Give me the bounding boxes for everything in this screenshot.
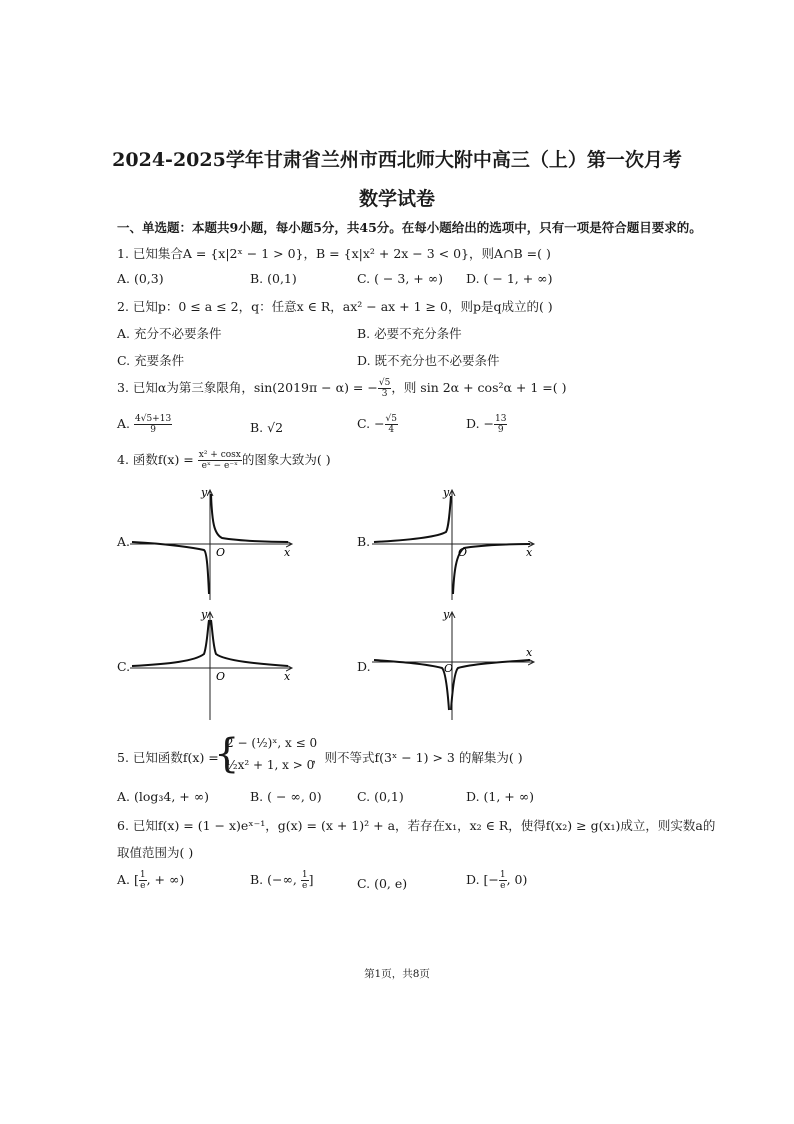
- q4-option-b-label: B.: [357, 534, 371, 549]
- q3-option-d: [466, 414, 507, 435]
- q3-frac-den: 3: [381, 389, 388, 399]
- q5-option-b: B. ( − ∞, 0): [250, 789, 322, 804]
- q3-c-frac: [385, 414, 398, 435]
- q2-option-d: D. 既不充分也不必要条件: [357, 353, 500, 368]
- q5-option-d: D. (1, + ∞): [466, 789, 535, 804]
- question-6-stem-cont: 取值范围为( ): [117, 845, 194, 860]
- q3-option-a: [117, 414, 172, 435]
- q5-option-c: C. (0,1): [357, 789, 404, 804]
- q3-a-den: 9: [150, 425, 156, 435]
- q6-a-post: , + ∞): [146, 872, 185, 887]
- q4-stem-pre: 4. 函数f(x) =: [117, 452, 198, 467]
- q6-d-den: e: [500, 881, 506, 891]
- q5-piece-2: ½x² + 1, x > 0: [226, 758, 315, 772]
- q5-brace: {: [214, 731, 240, 777]
- q6-option-c: C. (0, e): [357, 876, 408, 891]
- y-label: y: [201, 608, 208, 621]
- q3-stem-fraction: [378, 378, 391, 399]
- q2-option-b: B. 必要不充分条件: [357, 326, 462, 341]
- q3-c-pre: C. −: [357, 416, 385, 431]
- q6-d-post: , 0): [506, 872, 528, 887]
- x-label: x: [526, 646, 533, 659]
- q3-frac-num: √5: [378, 378, 391, 388]
- q6-d-frac: [499, 870, 507, 891]
- q1-option-d: D. ( − 1, + ∞): [466, 271, 553, 286]
- q6-b-num: 1: [301, 870, 308, 880]
- q1-option-b: B. (0,1): [250, 271, 297, 286]
- page-subtitle: 数学试卷: [358, 188, 435, 210]
- page-title: 2024-2025学年甘肃省兰州市西北师大附中高三（上）第一次月考: [112, 149, 682, 171]
- q6-a-num: 1: [139, 870, 146, 880]
- curve-left: [132, 620, 209, 666]
- q2-option-a: A. 充分不必要条件: [117, 326, 222, 341]
- curve-right: [451, 660, 530, 710]
- q4-frac-num: x² + cosx: [198, 450, 241, 460]
- q4-graph-d: [372, 606, 542, 722]
- x-label: x: [284, 670, 291, 683]
- q5-stem-pre: 5. 已知函数f(x) =: [117, 750, 219, 765]
- q6-d-num: 1: [499, 870, 506, 880]
- q6-b-pre: B. (−∞,: [250, 872, 301, 887]
- q6-a-frac: [139, 870, 147, 891]
- q3-c-den: 4: [388, 425, 395, 435]
- q3-option-b: B. √2: [250, 420, 284, 435]
- origin-label: O: [444, 662, 454, 675]
- q4-frac-den: eˣ − e⁻ˣ: [201, 461, 238, 471]
- page-footer: 第1页，共8页: [364, 968, 430, 980]
- q4-graph-c: [130, 606, 300, 722]
- origin-label: O: [216, 670, 226, 683]
- q6-option-a: [117, 870, 184, 891]
- y-label: y: [443, 608, 450, 621]
- q5-stem-post: ，则不等式f(3ˣ − 1) > 3 的解集为( ): [312, 750, 523, 765]
- q3-d-pre: D. −: [466, 416, 494, 431]
- q6-b-frac: [301, 870, 309, 891]
- question-4-stem: [117, 450, 331, 471]
- curve-left: [374, 660, 449, 710]
- y-label: y: [201, 486, 208, 499]
- q3-c-num: √5: [385, 414, 398, 424]
- q4-graph-a: [130, 482, 300, 602]
- curve-left: [374, 496, 451, 542]
- q4-graph-b: [372, 482, 542, 602]
- q3-d-num: 13: [495, 414, 507, 424]
- q4-option-a-label: A.: [117, 534, 131, 549]
- q6-b-den: e: [302, 881, 308, 891]
- q6-a-pre: A. [: [117, 872, 139, 887]
- q5-option-a: A. (log₃4, + ∞): [117, 789, 210, 804]
- x-label: x: [526, 546, 533, 559]
- curve-left: [132, 542, 209, 594]
- question-1-stem: 1. 已知集合A = {x|2ˣ − 1 > 0}，B = {x|x² + 2x − 3 < 0}，则A∩B =( ): [117, 246, 551, 261]
- q6-b-post: ]: [308, 872, 314, 887]
- q6-option-d: [466, 870, 527, 891]
- q3-d-frac: [494, 414, 507, 435]
- q3-d-den: 9: [497, 425, 504, 435]
- q2-option-c: C. 充要条件: [117, 353, 185, 368]
- q3-stem-post: ，则 sin 2α + cos²α + 1 =( ): [391, 380, 567, 395]
- q3-stem-pre: 3. 已知α为第三象限角，sin(2019π − α) = −: [117, 380, 378, 395]
- q4-option-c-label: C.: [117, 659, 131, 674]
- question-2-stem: 2. 已知p：0 ≤ a ≤ 2，q：任意x ∈ R，ax² − ax + 1 ≥ 0，则p是q成立的( ): [117, 299, 553, 314]
- q6-option-b: [250, 870, 313, 891]
- q3-option-c: [357, 414, 398, 435]
- q6-d-pre: D. [−: [466, 872, 499, 887]
- q4-stem-post: 的图象大致为( ): [241, 452, 331, 467]
- q1-option-c: C. ( − 3, + ∞): [357, 271, 443, 286]
- y-label: y: [443, 486, 450, 499]
- q3-a-pre: A.: [117, 416, 134, 431]
- section-heading: 一、单选题：本题共9小题，每小题5分，共45分。在每小题给出的选项中，只有一项是符合题目要求的。: [117, 220, 702, 235]
- curve-right: [211, 494, 288, 542]
- question-6-stem: 6. 已知f(x) = (1 − x)eˣ⁻¹，g(x) = (x + 1)² + a，若存在x₁，x₂ ∈ R，使得f(x₂) ≥ g(x₁)成立，则实数a的: [117, 818, 716, 833]
- q5-piece-1: 2 − (½)ˣ, x ≤ 0: [226, 736, 318, 750]
- origin-label: O: [458, 546, 468, 559]
- q4-option-d-label: D.: [357, 659, 371, 674]
- question-3-stem: [117, 378, 566, 399]
- q4-stem-fraction: [198, 450, 242, 471]
- q3-a-frac: [134, 414, 172, 435]
- q3-a-num: 4√5+13: [134, 414, 172, 424]
- q6-a-den: e: [140, 881, 146, 891]
- curve-right: [211, 620, 288, 666]
- q1-option-a: A. (0,3): [117, 271, 164, 286]
- x-label: x: [284, 546, 291, 559]
- origin-label: O: [216, 546, 226, 559]
